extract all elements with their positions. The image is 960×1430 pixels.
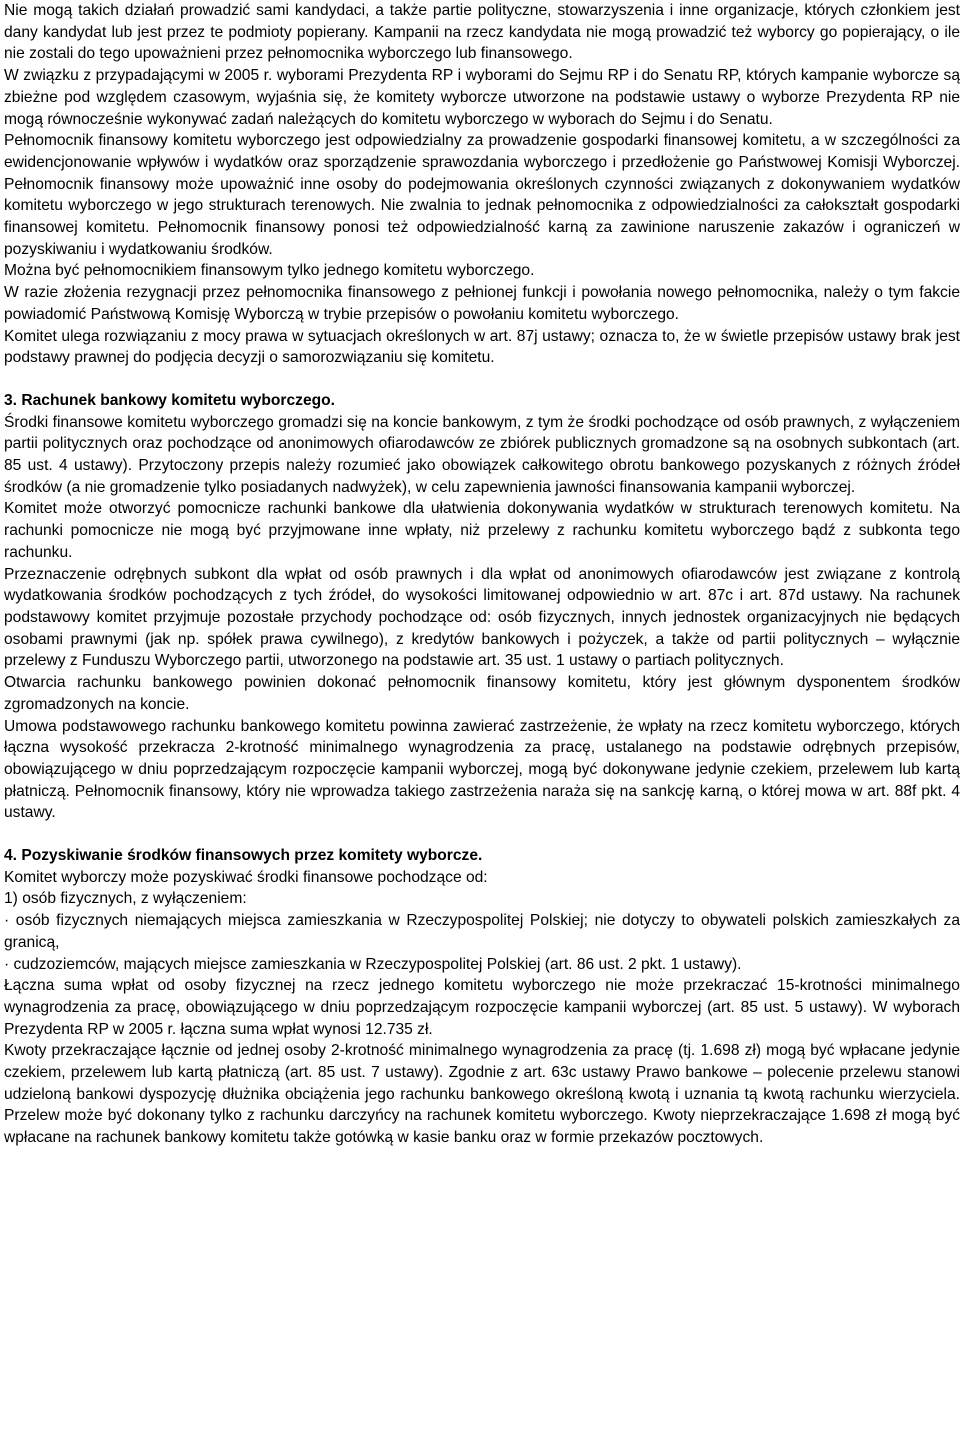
- list-item: 1) osób fizycznych, z wyłączeniem:: [4, 890, 247, 908]
- section-heading: 4. Pozyskiwanie środków finansowych przez komitety wyborcze.: [4, 847, 483, 865]
- section-spacer: [4, 824, 960, 845]
- bullet-item: · osób fizycznych niemających miejsca zamieszkania w Rzeczypospolitej Polskiej; nie dotyczy to obywateli polskich zamieszkałych za granicą,: [4, 912, 960, 951]
- bullet-item: · cudzoziemców, mających miejsce zamieszkania w Rzeczypospolitej Polskiej (art. 86 ust. 2 pkt. 1 ustawy).: [4, 955, 742, 973]
- paragraph: Komitet ulega rozwiązaniu z mocy prawa w sytuacjach określonych w art. 87j ustawy; oznacza to, że w świetle przepisów ustawy brak jest podstawy prawnej do podjęcia decyzji o samorozwiązaniu się komitetu.: [4, 327, 960, 367]
- paragraph: Można być pełnomocnikiem finansowym tylko jednego komitetu wyborczego.: [4, 262, 535, 280]
- paragraph: Przeznaczenie odrębnych subkont dla wpłat od osób prawnych i dla wpłat od anonimowych ofiarodawców jest związane z kontrolą wydatkowania środków pochodzących z tych źródeł, do wysokości limitowanej odpowiednio w art. 87c i art. 87d ustawy. Na rachunek podstawowy komitet przyjmuje pozostałe przychody pochodzące od: osób fizycznych, innych jednostek organizacyjnych nie będących osobami prawnymi (jak np. spółek prawa cywilnego), z kredytów bankowych i pożyczek, a także od partii politycznych – wyłącznie przelewy z Funduszu Wyborczego partii, utworzonego na podstawie art. 35 ust. 1 ustawy o partiach politycznych.: [4, 565, 960, 670]
- paragraph: Nie mogą takich działań prowadzić sami kandydaci, a także partie polityczne, stowarzyszenia i inne organizacje, których członkiem jest dany kandydat lub jest przez te podmioty popierany. Kampanii na rzecz kandydata nie mogą prowadzić też wyborcy go popierający, o ile nie zostali do tego upoważnieni przez pełnomocnika wyborczego lub finansowego.: [4, 2, 960, 63]
- paragraph: Komitet wyborczy może pozyskiwać środki finansowe pochodzące od:: [4, 868, 488, 886]
- section-heading: 3. Rachunek bankowy komitetu wyborczego.: [4, 391, 336, 409]
- paragraph: Umowa podstawowego rachunku bankowego komitetu powinna zawierać zastrzeżenie, że wpłaty na rzecz komitetu wyborczego, których łączna wysokość przekracza 2-krotność minimalnego wynagrodzenia za pracę, ustalanego na podstawie odrębnych przepisów, obowiązującego w dniu poprzedzającym rozpoczęcie kampanii wyborczej, mogą być dokonywane jedynie czekiem, przelewem lub kartą płatniczą. Pełnomocnik finansowy, który nie wprowadza takiego zastrzeżenia naraża się na sankcję karną, o której mowa w art. 88f pkt. 4 ustawy.: [4, 717, 960, 822]
- paragraph: Pełnomocnik finansowy komitetu wyborczego jest odpowiedzialny za prowadzenie gospodarki finansowej komitetu, a w szczególności za ewidencjonowanie wpływów i wydatków oraz sporządzenie sprawozdania wyborczego i przedłożenie go Państwowej Komisji Wyborczej. Pełnomocnik finansowy może upoważnić inne osoby do podejmowania określonych czynności związanych z dokonywaniem wydatków komitetu wyborczego w jego strukturach terenowych. Nie zwalnia to jednak pełnomocnika z odpowiedzialności za całokształt gospodarki finansowej komitetu. Pełnomocnik finansowy ponosi też odpowiedzialność karną za zawinione naruszenie zakazów i ograniczeń w pozyskiwaniu i wydatkowaniu środków.: [4, 132, 960, 258]
- paragraph: W razie złożenia rezygnacji przez pełnomocnika finansowego z pełnionej funkcji i powołania nowego pełnomocnika, należy o tym fakcie powiadomić Państwową Komisję Wyborczą w trybie przepisów o powołaniu komitetu wyborczego.: [4, 284, 960, 323]
- paragraph: Otwarcia rachunku bankowego powinien dokonać pełnomocnik finansowy komitetu, który jest głównym dysponentem środków zgromadzonych na koncie.: [4, 674, 960, 713]
- paragraph: Środki finansowe komitetu wyborczego gromadzi się na koncie bankowym, z tym że środki pochodzące od osób prawnych, z wyłączeniem partii politycznych oraz pochodzące od anonimowych ofiarodawców ze zbiórek publicznych gromadzone są na osobnych subkontach (art. 85 ust. 4 ustawy). Przytoczony przepis należy rozumieć jako obowiązek całkowitego obrotu bankowego pozyskanych z różnych źródeł środków (a nie gromadzenie tylko posiadanych nadwyżek), w celu zapewnienia jawności finansowania kampanii wyborczej.: [4, 413, 960, 496]
- section-spacer: [4, 369, 960, 390]
- paragraph: Kwoty przekraczające łącznie od jednej osoby 2-krotność minimalnego wynagrodzenia za pracę (tj. 1.698 zł) mogą być wpłacane jedynie czekiem, przelewem lub kartą płatniczą (art. 85 ust. 7 ustawy). Zgodnie z art. 63c ustawy Prawo bankowe – polecenie przelewu stanowi udzieloną bankowi dyspozycję dłużnika obciążenia jego rachunku bankowego określoną kwotą i uznania tą kwotą rachunku wierzyciela. Przelew może być dokonany tylko z rachunku darczyńcy na rachunek komitetu wyborczego. Kwoty nieprzekraczające 1.698 zł mogą być wpłacane na rachunek bankowy komitetu także gotówką w kasie banku oraz w formie przekazów pocztowych.: [4, 1042, 960, 1147]
- paragraph: Łączna suma wpłat od osoby fizycznej na rzecz jednego komitetu wyborczego nie może przekraczać 15-krotności minimalnego wynagrodzenia za pracę, obowiązującego w dniu poprzedzającym rozpoczęcie kampanii wyborczej (art. 85 ust. 5 ustawy). W wyborach Prezydenta RP w 2005 r. łączna suma wpłat wynosi 12.735 zł.: [4, 977, 960, 1038]
- paragraph: Komitet może otworzyć pomocnicze rachunki bankowe dla ułatwienia dokonywania wydatków w strukturach terenowych komitetu. Na rachunki pomocnicze nie mogą być przyjmowane inne wpłaty, niż przelewy z rachunku komitetu wyborczego bądź z subkonta tego rachunku.: [4, 500, 960, 561]
- paragraph: W związku z przypadającymi w 2005 r. wyborami Prezydenta RP i wyborami do Sejmu RP i do Senatu RP, których kampanie wyborcze są zbieżne pod względem czasowym, wyjaśnia się, że komitety wyborcze utworzone na podstawie ustawy o wyborze Prezydenta RP nie mogą równocześnie wykonywać zadań należących do komitetu wyborczego w wyborach do Sejmu i do Senatu.: [4, 67, 960, 128]
